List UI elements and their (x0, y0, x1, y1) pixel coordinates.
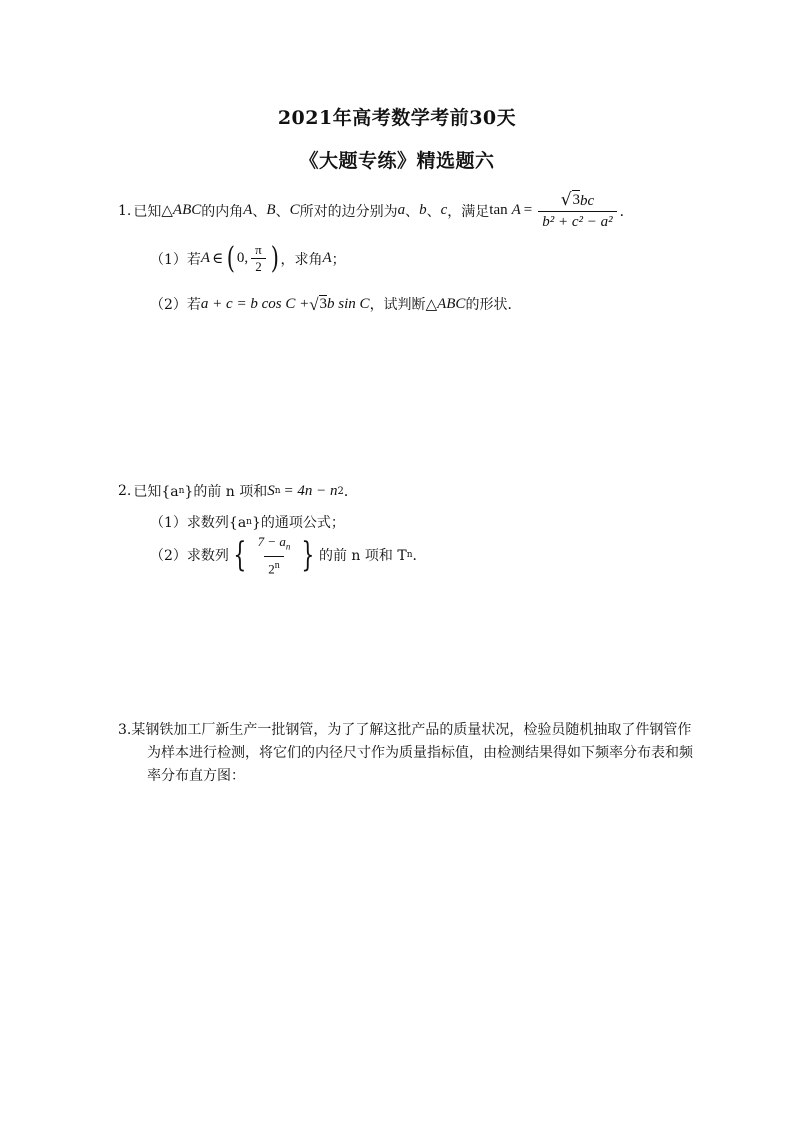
q2-text: }的前 n 项和 (184, 484, 268, 500)
left-brace: { (233, 535, 247, 576)
q1-expression: b sin C (327, 295, 370, 312)
page-title: 2021年高考数学考前30天 (277, 107, 517, 129)
q1-var: A (200, 250, 211, 266)
q1-var: b (419, 202, 427, 218)
q2-expression: = 4n − n (283, 482, 338, 499)
q2-end: ． (343, 484, 358, 500)
question-1-stem (118, 190, 634, 231)
q1-abc: ABC (172, 202, 202, 218)
part-text: ，试判断 (369, 297, 426, 313)
equals-sign: = (523, 202, 533, 218)
q3-line-3: 率分布直方图： (147, 768, 245, 784)
q1-text: 已知 (133, 203, 162, 220)
tan-function: tan (489, 202, 508, 218)
q1-sep: 、 (405, 203, 420, 220)
q1-sep: 、 (252, 203, 267, 220)
sqrt-symbol: √ 3 (560, 190, 581, 210)
q2-text: 已知{a (133, 484, 179, 500)
part-text: ，求角 (280, 251, 323, 268)
pi-over-two: $\frac{\pi}{2}$ (251, 243, 266, 274)
q1-text: 所对的边分别为 (299, 203, 398, 220)
q3-line-2: 为样本进行检测，将它们的内径尺寸作为质量指标值，由检测结果得如下频率分布表和频 (147, 745, 693, 761)
question-1-part-1 (150, 240, 346, 276)
fraction-denominator: b² + c² − a² (538, 211, 616, 231)
part-text: }的通项公式； (251, 515, 345, 531)
q1-text: ，满足 (447, 203, 490, 220)
sqrt-symbol: √ 3 (309, 295, 328, 314)
question-3-stem (118, 719, 698, 788)
triangle-symbol: △ (425, 296, 438, 313)
page-subtitle: 《大题专练》精选题六 (299, 150, 495, 172)
question-2-number: 2. (118, 483, 132, 499)
q1-var: C (289, 202, 300, 218)
part-end: ． (412, 548, 427, 565)
question-2-part-2: （2）求数列 { $\frac{7 - a_n}{2^n}$ } 的前 n 项和 T n ． (150, 534, 427, 576)
q1-expression: a + c = b cos C + (200, 295, 310, 312)
q2-fraction: $\frac{7 - a_n}{2^n}$ (257, 534, 291, 576)
question-1-part-2 (150, 294, 521, 314)
element-of-symbol: ∈ (212, 251, 224, 267)
left-paren: ( (226, 240, 236, 276)
right-paren: ) (270, 240, 279, 276)
q1-var: a (397, 202, 406, 218)
part-label: （2）若 (150, 297, 201, 313)
q1-var: A (511, 202, 521, 218)
part-end: 的形状． (465, 297, 522, 313)
triangle-symbol: △ (161, 203, 173, 219)
q1-abc: ABC (437, 295, 466, 312)
question-2-stem: 2. 已知{a n }的前 n 项和 S n = 4n − n 2 ． (118, 482, 358, 500)
q1-text: 的内角 (201, 203, 244, 220)
interval-left: 0, (236, 250, 249, 266)
q1-var: B (266, 202, 276, 218)
q1-sep: 、 (275, 203, 290, 220)
part-end: ； (331, 251, 346, 268)
part-text: 的前 n 项和 T (318, 548, 407, 565)
part-label: （2）求数列 (150, 548, 229, 565)
q1-fraction (538, 190, 616, 231)
q1-var: c (440, 202, 448, 218)
question-3-number: 3. (118, 722, 132, 738)
q3-line-1: 3.某钢铁加工厂新生产一批钢管，为了了解这批产品的质量状况，检验员随机抽取了件钢管作 (118, 722, 692, 738)
q2-var: S (267, 482, 275, 499)
fraction-numerator: √ 3 bc (560, 190, 595, 210)
part-label: （1）若 (150, 251, 201, 268)
q1-var: A (322, 250, 332, 266)
right-brace: } (301, 535, 315, 576)
part-text: （1）求数列{a (150, 515, 247, 531)
q1-sep: 、 (426, 203, 441, 220)
q1-end: ． (619, 203, 634, 220)
question-1-number: 1. (118, 202, 132, 219)
q1-var: A (243, 202, 253, 218)
question-2-part-1: （1）求数列{a n }的通项公式； (150, 512, 345, 532)
